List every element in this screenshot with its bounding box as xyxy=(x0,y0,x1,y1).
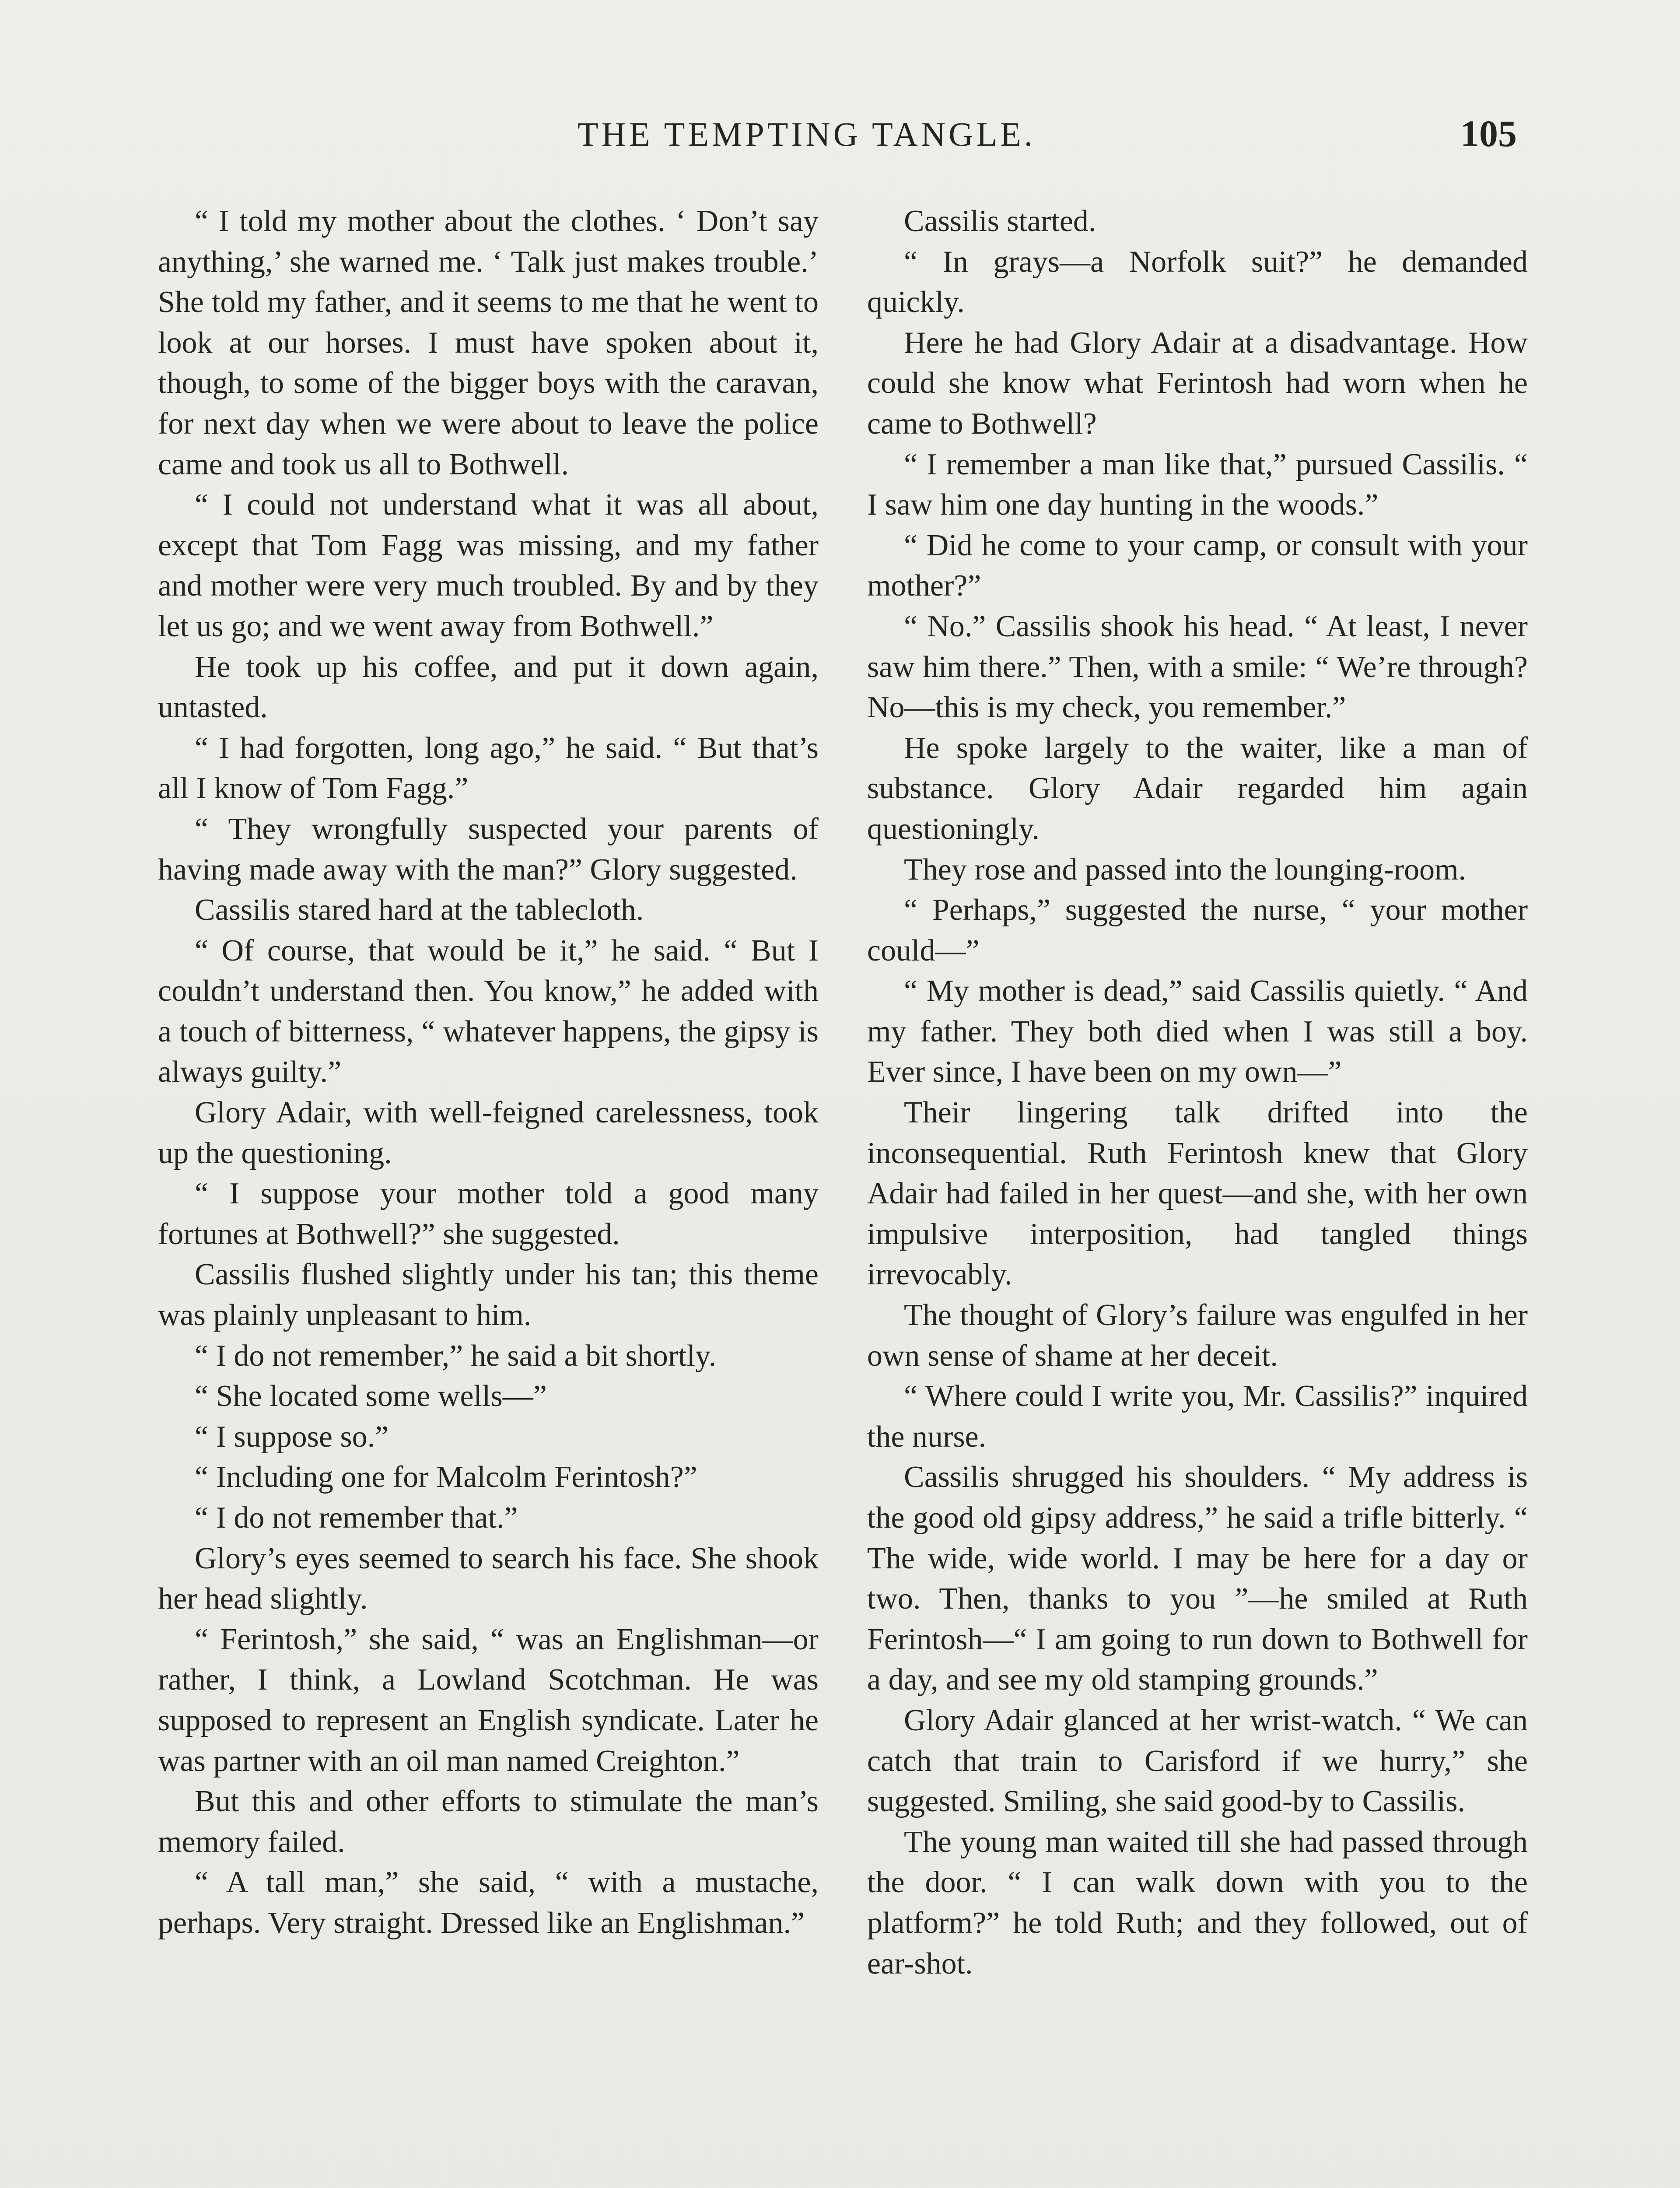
paragraph: Glory Adair, with well-feigned carelessness, took up the questioning. xyxy=(158,1096,819,1170)
paragraph: “ I suppose your mother told a good many fortunes at Bothwell?” she suggested. xyxy=(158,1177,819,1251)
paragraph: “ I suppose so.” xyxy=(195,1420,389,1454)
paragraph: Here he had Glory Adair at a disadvantage. How could she know what Ferintosh had worn when he came to Bothwell? xyxy=(867,326,1528,441)
paragraph: “ Including one for Malcolm Ferintosh?” xyxy=(195,1460,697,1494)
paragraph: “ She located some wells—” xyxy=(195,1379,547,1413)
paragraph: Cassilis stared hard at the tablecloth. xyxy=(195,893,644,927)
paragraph: They rose and passed into the lounging-room. xyxy=(904,852,1466,887)
paragraph: “ I do not remember that.” xyxy=(195,1501,518,1535)
paragraph: “ Ferintosh,” she said, “ was an Englishman—or rather, I think, a Lowland Scotchman. He was supposed to represent an English syndicate. Later he was partner with an oil man named Creighton.” xyxy=(158,1622,819,1778)
page-number: 105 xyxy=(1460,112,1517,154)
paragraph: Cassilis started. xyxy=(904,204,1096,238)
paragraph: “ Perhaps,” suggested the nurse, “ your mother could—” xyxy=(867,893,1528,968)
paragraph: Cassilis flushed slightly under his tan; this theme was plainly unpleasant to him. xyxy=(158,1258,819,1332)
paragraph: The thought of Glory’s failure was engulfed in her own sense of shame at her deceit. xyxy=(867,1298,1528,1373)
paragraph: Cassilis shrugged his shoulders. “ My address is the good old gipsy address,” he said a trifle bitterly. “ The wide, wide world. I may be here for a day or two. Then, thanks to you ”—he smiled at Ruth Ferintosh—“ I am going to run down to Bothwell for a day, and see my old stamping grounds.” xyxy=(867,1460,1528,1697)
right-column xyxy=(867,201,1528,1984)
running-title: THE TEMPTING TANGLE. xyxy=(578,115,1036,153)
paragraph: Glory Adair glanced at her wrist-watch. “ We can catch that train to Carisford if we hurry,” she suggested. Smiling, she said good-by to Cassilis. xyxy=(867,1703,1528,1819)
paragraph: But this and other efforts to stimulate the man’s memory failed. xyxy=(158,1785,819,1859)
paragraph: He took up his coffee, and put it down again, untasted. xyxy=(158,650,819,725)
paragraph: “ I do not remember,” he said a bit shortly. xyxy=(195,1339,717,1373)
paragraph: “ I had forgotten, long ago,” he said. “ But that’s all I know of Tom Fagg.” xyxy=(158,731,819,806)
paragraph: “ Where could I write you, Mr. Cassilis?” inquired the nurse. xyxy=(867,1379,1528,1454)
paragraph: “ I remember a man like that,” pursued Cassilis. “ I saw him one day hunting in the woods.” xyxy=(867,447,1528,522)
paragraph: “ I could not understand what it was all about, except that Tom Fagg was missing, and my father and mother were very much troubled. By and by they let us go; and we went away from Bothwell.” xyxy=(158,488,819,643)
paragraph: He spoke largely to the waiter, like a man of substance. Glory Adair regarded him again questioningly. xyxy=(867,731,1528,846)
paragraph: The young man waited till she had passed through the door. “ I can walk down with you to the platform?” he told Ruth; and they followed, out of ear-shot. xyxy=(867,1825,1528,1981)
left-column xyxy=(158,201,819,1944)
paragraph: “ In grays—a Norfolk suit?” he demanded quickly. xyxy=(867,245,1528,319)
paragraph: “ A tall man,” she said, “ with a mustache, perhaps. Very straight. Dressed like an Englishman.” xyxy=(158,1865,819,1940)
paragraph: “ No.” Cassilis shook his head. “ At least, I never saw him there.” Then, with a smile: “ We’re through? No—this is my check, you remember.” xyxy=(867,609,1528,725)
paragraph: “ They wrongfully suspected your parents of having made away with the man?” Glory suggested. xyxy=(158,812,819,887)
paragraph: “ Of course, that would be it,” he said. “ But I couldn’t understand then. You know,” he added with a touch of bitterness, “ whatever happens, the gipsy is always guilty.” xyxy=(158,933,819,1089)
paragraph: “ My mother is dead,” said Cassilis quietly. “ And my father. They both died when I was still a boy. Ever since, I have been on my own—” xyxy=(867,974,1528,1089)
paragraph: Their lingering talk drifted into the inconsequential. Ruth Ferintosh knew that Glory Adair had failed in her quest—and she, with her own impulsive interposition, had tangled things irrevocably. xyxy=(867,1096,1528,1292)
paragraph: “ I told my mother about the clothes. ‘ Don’t say anything,’ she warned me. ‘ Talk just makes trouble.’ She told my father, and it seems to me that he went to look at our horses. I must have spoken about it, though, to some of the bigger boys with the caravan, for next day when we were about to leave the police came and took us all to Bothwell. xyxy=(158,204,819,481)
paragraph: “ Did he come to your camp, or consult with your mother?” xyxy=(867,528,1528,603)
paragraph: Glory’s eyes seemed to search his face. She shook her head slightly. xyxy=(158,1541,819,1616)
